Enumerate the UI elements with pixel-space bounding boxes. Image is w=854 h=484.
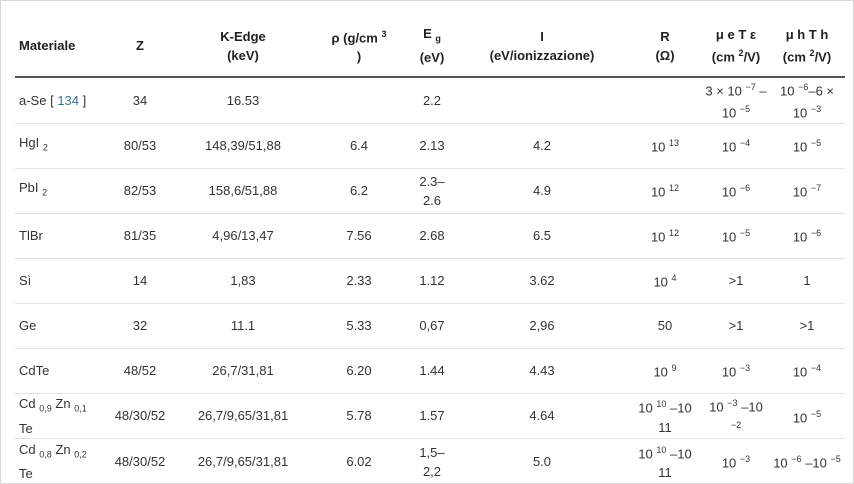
cell-rho: 6.4 (311, 123, 407, 168)
cell-r: 10 $^9$ (627, 348, 703, 393)
table-row (15, 393, 845, 439)
header-mue: μ e T ε (cm $^2$/V) (703, 15, 769, 77)
cell-muh: 10 $^{-5}$ (769, 123, 845, 168)
cell-i: 4.2 (457, 123, 627, 168)
cell-mue: 10 $^{-6}$ (703, 168, 769, 213)
cell-z: 48/30/52 (105, 393, 175, 439)
cell-r: 10 $^{12}$ (627, 213, 703, 258)
cell-eg: 1.12 (407, 258, 457, 303)
header-z: Z (105, 15, 175, 77)
table-row (15, 439, 845, 484)
cell-materiale: CdTe (15, 348, 105, 393)
cell-eg: 0,67 (407, 303, 457, 348)
cell-kedge: 4,96/13,47 (175, 213, 311, 258)
cell-r: 10 $^4$ (627, 258, 703, 303)
table-body (15, 77, 845, 484)
cell-r: 10 $^{13}$ (627, 123, 703, 168)
cell-r: 50 (627, 303, 703, 348)
cell-r (627, 77, 703, 123)
cell-materiale: a-Se [ 134 ] (15, 77, 105, 123)
header-row (15, 15, 845, 77)
cell-z: 81/35 (105, 213, 175, 258)
cell-z: 48/52 (105, 348, 175, 393)
table-row (15, 77, 845, 123)
cell-rho: 6.2 (311, 168, 407, 213)
cell-rho: 2.33 (311, 258, 407, 303)
cell-mue: 10 $^{-3}$ –10 $^{-2}$ (703, 393, 769, 439)
cell-kedge: 26,7/9,65/31,81 (197, 454, 289, 470)
cell-z: 48/30/52 (114, 454, 166, 470)
cell-eg: 2.3– 2.6 (407, 168, 457, 213)
cell-z: 14 (105, 258, 175, 303)
cell-materiale: Ge (15, 303, 105, 348)
cell-muh: 1 (769, 258, 845, 303)
cell-rho: 5.33 (311, 303, 407, 348)
cell-mue: 10 $^{-5}$ (703, 213, 769, 258)
cell-materiale: Sì (15, 258, 105, 303)
cell-muh: 10 $^{-5}$ (769, 393, 845, 439)
cell-i: 2,96 (457, 303, 627, 348)
cell-muh: 10 $^{-6}$–6 × 10 $^{-3}$ (769, 77, 845, 123)
cell-materiale: HgI $_2$ (15, 123, 105, 168)
cell-i: 3.62 (457, 258, 627, 303)
cell-eg: 1,5– 2,2 (419, 444, 445, 479)
table-row (15, 123, 845, 168)
cell-eg: 1.57 (407, 393, 457, 439)
cell-mue: 3 × 10 $^{-7}$ – 10 $^{-5}$ (703, 77, 769, 123)
cell-mue: 10 $^{-3}$ (721, 454, 751, 471)
cell-rho: 5.78 (311, 393, 407, 439)
cell-muh: 10 $^{-6}$ –10 $^{-5}$ (773, 454, 841, 471)
cell-z: 80/53 (105, 123, 175, 168)
header-materiale: Materiale (15, 15, 105, 77)
cell-materiale: PbI $_2$ (15, 168, 105, 213)
header-eg: E $_g$ (eV) (407, 15, 457, 77)
cell-kedge: 11.1 (175, 303, 311, 348)
cell-kedge: 148,39/51,88 (175, 123, 311, 168)
table-row (15, 303, 845, 348)
table-row (15, 213, 845, 258)
cell-z: 82/53 (105, 168, 175, 213)
header-rho: ρ (g/cm $^3$ ) (311, 15, 407, 77)
cell-muh: 10 $^{-7}$ (769, 168, 845, 213)
header-muh: μ h T h (cm $^2$/V) (769, 15, 845, 77)
cell-i: 4.43 (457, 348, 627, 393)
cell-materiale: Cd $_{0,8}$ Zn $_{0,2}$ Te (19, 441, 87, 482)
cell-mue: >1 (703, 303, 769, 348)
cell-eg: 2.2 (407, 77, 457, 123)
cell-kedge: 26,7/9,65/31,81 (175, 393, 311, 439)
table-row (15, 258, 845, 303)
header-r: R (Ω) (627, 15, 703, 77)
cell-rho (311, 77, 407, 123)
cell-rho: 6.20 (311, 348, 407, 393)
cell-eg: 2.68 (407, 213, 457, 258)
cell-mue: 10 $^{-4}$ (703, 123, 769, 168)
table-row (15, 348, 845, 393)
cell-eg: 2.13 (407, 123, 457, 168)
cell-kedge: 26,7/31,81 (175, 348, 311, 393)
cell-i (457, 77, 627, 123)
cell-i: 6.5 (457, 213, 627, 258)
materials-table (15, 15, 845, 484)
table-row (15, 168, 845, 213)
cell-kedge: 158,6/51,88 (175, 168, 311, 213)
cell-kedge: 16.53 (175, 77, 311, 123)
cell-r: 10 $^{12}$ (627, 168, 703, 213)
cell-i: 5.0 (532, 454, 552, 470)
header-i: I (eV/ionizzazione) (457, 15, 627, 77)
cell-mue: 10 $^{-3}$ (703, 348, 769, 393)
header-kedge: K-Edge (keV) (175, 15, 311, 77)
cell-kedge: 1,83 (175, 258, 311, 303)
table-header (15, 15, 845, 77)
cell-materiale: TlBr (15, 213, 105, 258)
cell-muh: >1 (769, 303, 845, 348)
cell-mue: >1 (703, 258, 769, 303)
cell-r: 10 $^{10}$ –10 11 (627, 393, 703, 439)
cell-z: 32 (105, 303, 175, 348)
cell-eg: 1.44 (407, 348, 457, 393)
cell-rho: 6.02 (346, 454, 372, 470)
cell-i: 4.9 (457, 168, 627, 213)
cell-z: 34 (105, 77, 175, 123)
cell-muh: 10 $^{-6}$ (769, 213, 845, 258)
reference-link[interactable]: 134 (57, 92, 80, 108)
cell-i: 4.64 (457, 393, 627, 439)
cell-muh: 10 $^{-4}$ (769, 348, 845, 393)
cell-rho: 7.56 (311, 213, 407, 258)
cell-r: 10 $^{10}$ –10 11 (638, 444, 692, 481)
cell-materiale: Cd $_{0,9}$ Zn $_{0,1}$ Te (15, 393, 105, 439)
